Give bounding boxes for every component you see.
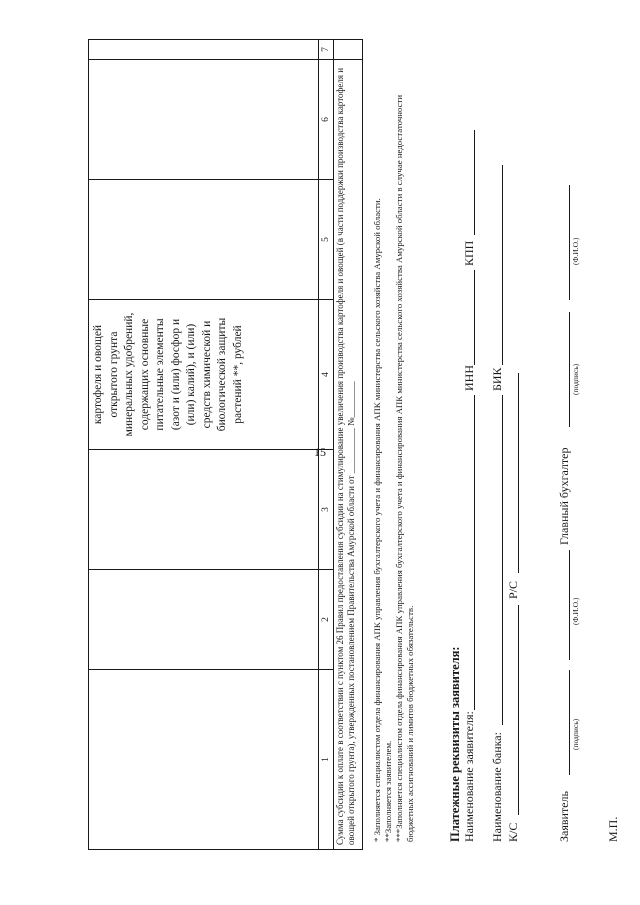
- footnote-1: * Заполняется специалистом отдела финансирования АПК управления бухгалтерского учета и финансирования АПК министерства сельского хозяйства Амурской области.: [372, 198, 382, 842]
- requisites-title: Платежные реквизиты заявителя:: [448, 646, 462, 842]
- inn-label: ИНН: [462, 365, 476, 391]
- rs-line: [518, 373, 519, 573]
- table-cell-4: [89, 300, 319, 450]
- bik-line: [502, 165, 503, 365]
- table-cell-7: [89, 40, 319, 60]
- page-number: 15: [314, 445, 326, 459]
- table-cell-5: [89, 180, 319, 300]
- bik-label: БИК: [490, 367, 504, 391]
- table-cell-1: [89, 670, 319, 850]
- stamp-label: М.П.: [606, 816, 620, 842]
- ks-label: К/С: [506, 822, 520, 842]
- column-number: 3: [319, 450, 334, 570]
- column-number: 7: [319, 40, 334, 60]
- ks-line: [518, 605, 519, 815]
- kpp-label: КПП: [462, 240, 476, 266]
- chief-accountant-signature-caption: (подпись): [571, 363, 580, 395]
- chief-accountant-fio-caption: (Ф.И.О.): [571, 237, 580, 265]
- rs-label: Р/С: [506, 580, 520, 599]
- chief-accountant-signature-line: [569, 312, 570, 427]
- bank-name-label: Наименование банка:: [490, 732, 504, 842]
- column-number: 1: [319, 670, 334, 850]
- inn-line: [474, 270, 475, 365]
- column-number: 4: [319, 300, 334, 450]
- column-number: 5: [319, 180, 334, 300]
- subsidy-sum-row: [334, 40, 363, 850]
- chief-accountant-label: Главный бухгалтер: [557, 447, 571, 545]
- applicant-signature-label: Заявитель: [557, 791, 571, 842]
- subsidy-table: [88, 47, 356, 850]
- footnote-2: **Заполняется заявителем.: [383, 740, 393, 842]
- applicant-fio-caption: (Ф.И.О.): [571, 597, 580, 625]
- subsidy-sum-value: [334, 40, 363, 60]
- column-number: 2: [319, 570, 334, 670]
- footnote-3: ***Заполняется специалистом отдела финансирования АПК управления бухгалтерского учета и финансирования АПК министерства сельского хозяйства Амурской области в случае недостаточности бюджетных ассигнований и лимитов бюджетных обязательств.: [394, 94, 415, 842]
- applicant-name-line: [474, 395, 475, 710]
- table-cell-2: [89, 570, 319, 670]
- table-cell-3: [89, 450, 319, 570]
- subsidy-sum-text: Сумма субсидии к оплате в соответствии с пунктом 26 Правил предоставления субсидии на стимулирование увеличения производства картофеля и овощей (в части поддержки производства картофеля и овощей открытого грунта), утвержденных постановлением Правительства Амурской области от __________ №________: [334, 60, 363, 850]
- applicant-fio-line: [569, 550, 570, 660]
- applicant-signature-line: [569, 670, 570, 775]
- footnotes: [372, 62, 416, 842]
- column-number-row: [319, 40, 334, 850]
- column-number: 6: [319, 60, 334, 180]
- chief-accountant-fio-line: [569, 185, 570, 300]
- applicant-name-label: Наименование заявителя:: [462, 711, 476, 842]
- column-4-header-text: картофеля и овощей открытого грунта минеральных удобрений, содержащих основные питательные элементы (азот и (или) фосфор и (или) калий), и (или) средств химической и биологической защиты растений **, рублей: [92, 312, 244, 437]
- bank-name-line: [502, 395, 503, 725]
- applicant-signature-caption: (подпись): [571, 718, 580, 750]
- table-cell-6: [89, 60, 319, 180]
- kpp-line: [474, 130, 475, 235]
